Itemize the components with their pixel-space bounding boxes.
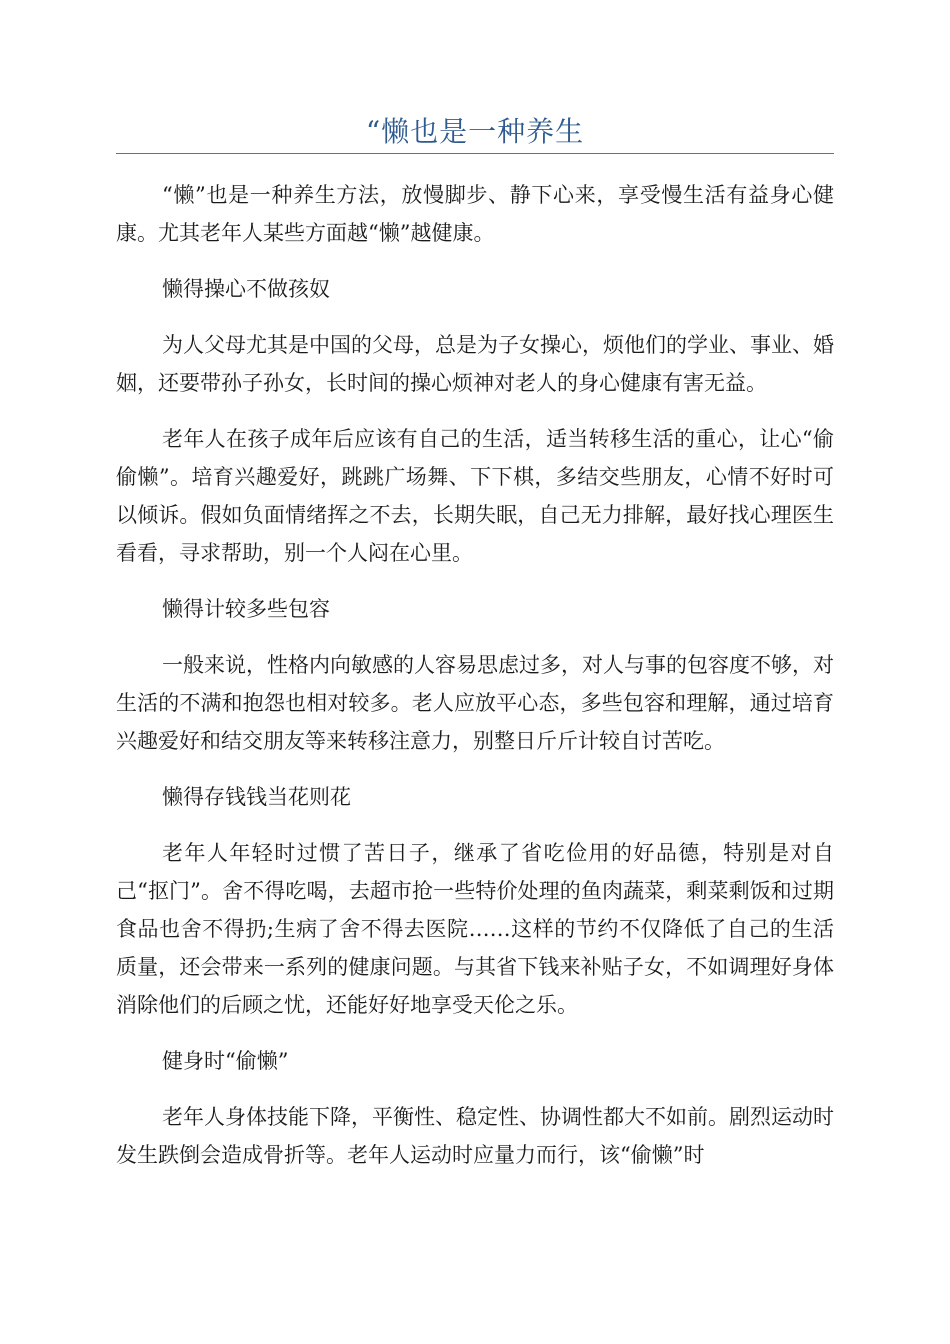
section-heading: 健身时“偷懒”: [162, 1049, 289, 1073]
section-heading: 懒得操心不做孩奴: [162, 277, 330, 301]
paragraph: 老年人身体技能下降，平衡性、稳定性、协调性都大不如前。剧烈运动时发生跌倒会造成骨折等。老年人运动时应量力而行，该“偷懒”时: [116, 1105, 834, 1167]
paragraph-intro: “懒”也是一种养生方法，放慢脚步、静下心来，享受慢生活有益身心健康。尤其老年人某些方面越“懒”越健康。: [116, 183, 834, 245]
paragraph: 为人父母尤其是中国的父母，总是为子女操心，烦他们的学业、事业、婚姻，还要带孙子孙女，长时间的操心烦神对老人的身心健康有害无益。: [116, 333, 834, 395]
document-title: “懒也是一种养生: [365, 115, 585, 148]
section-heading: 懒得计较多些包容: [162, 597, 330, 621]
paragraph: 老年人年轻时过惯了苦日子，继承了省吃俭用的好品德，特别是对自己“抠门”。舍不得吃喝，去超市抢一些特价处理的鱼肉蔬菜，剩菜剩饭和过期食品也舍不得扔;生病了舍不得去医院……这样的节约不仅降低了自己的生活质量，还会带来一系列的健康问题。与其省下钱来补贴子女，不如调理好身体消除他们的后顾之忧，还能好好地享受天伦之乐。: [116, 841, 834, 1017]
paragraph: 老年人在孩子成年后应该有自己的生活，适当转移生活的重心，让心“偷偷懒”。培育兴趣爱好，跳跳广场舞、下下棋，多结交些朋友，心情不好时可以倾诉。假如负面情绪挥之不去，长期失眠，自己无力排解，最好找心理医生看看，寻求帮助，别一个人闷在心里。: [116, 427, 834, 565]
paragraph: 一般来说，性格内向敏感的人容易思虑过多，对人与事的包容度不够，对生活的不满和抱怨也相对较多。老人应放平心态，多些包容和理解，通过培育兴趣爱好和结交朋友等来转移注意力，别整日斤斤计较自讨苦吃。: [116, 653, 834, 753]
document-body: [116, 176, 834, 1192]
title-underline: [116, 153, 834, 154]
section-heading: 懒得存钱钱当花则花: [162, 785, 351, 809]
